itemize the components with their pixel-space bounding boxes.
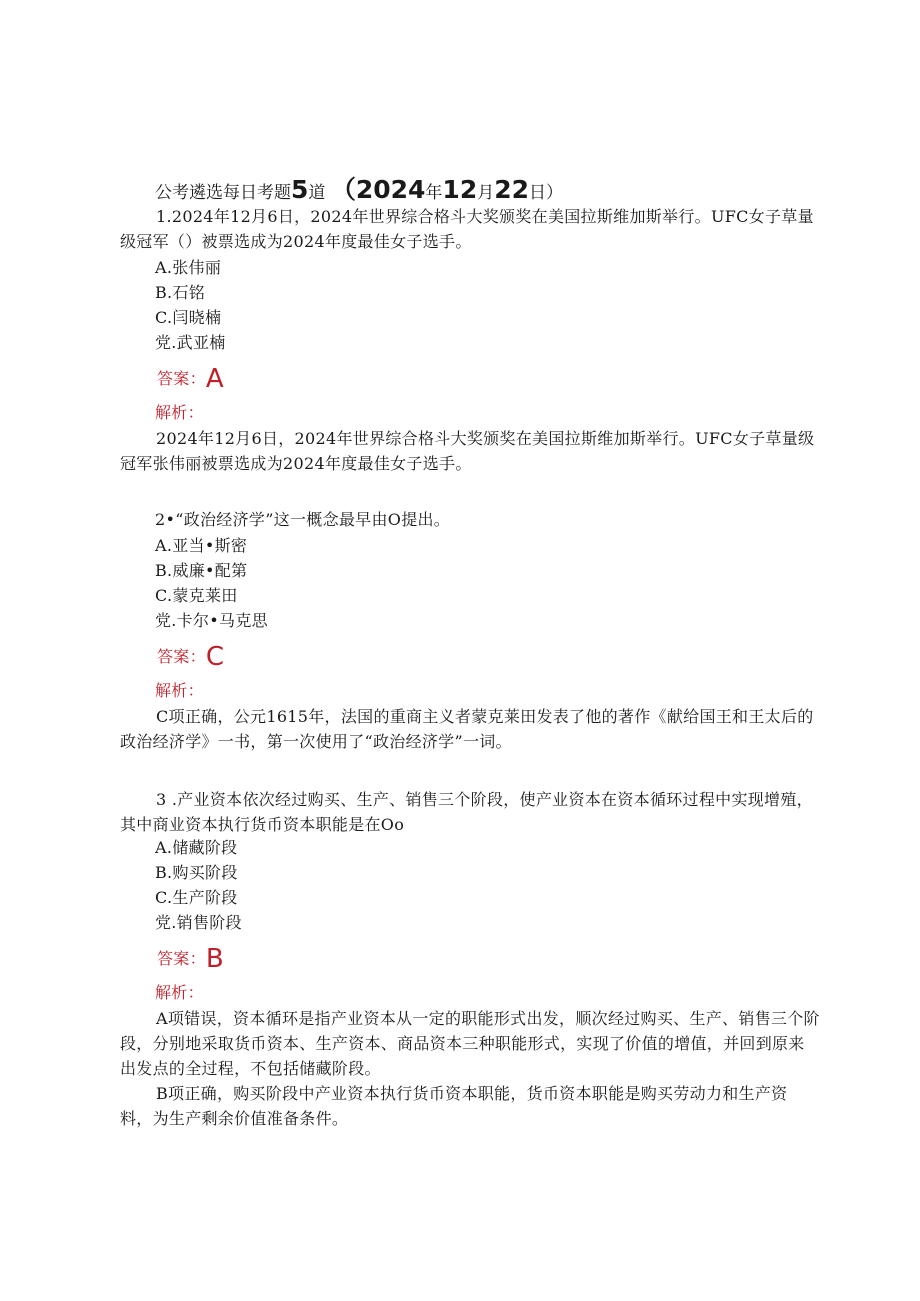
question-1-option-d: 党.武亚楠	[155, 333, 226, 352]
title-month: 12	[442, 175, 478, 204]
answer-label: 答案：	[157, 949, 206, 968]
answer-letter: C	[205, 642, 225, 672]
question-3-option-a: A.储藏阶段	[155, 838, 238, 857]
question-3-option-c: C.生产阶段	[155, 888, 238, 907]
question-3-answer	[157, 944, 225, 974]
answer-label: 答案：	[157, 647, 206, 666]
question-2-answer	[157, 642, 225, 672]
question-1-explain: 2024年12月6日，2024年世界综合格斗大奖颁奖在美国拉斯维加斯举行。UFC女子草量级冠军张伟丽被票选成为2024年度最佳女子选手。	[120, 429, 815, 473]
question-3-explain-label: 解析：	[155, 983, 204, 1002]
title-month-unit: 月	[477, 183, 495, 203]
question-2-explain: C项正确，公元1615年，法国的重商主义者蒙克莱田发表了他的著作《献给国王和王太后的政治经济学》一书，第一次使用了“政治经济学”一词。	[120, 707, 814, 751]
question-2-explain-label: 解析：	[155, 681, 204, 700]
title-day: 22	[494, 175, 530, 204]
question-3-stem: 3 .产业资本依次经过购买、生产、销售三个阶段，使产业资本在资本循环过程中实现增殖，其中商业资本执行货币资本职能是在Oo	[120, 790, 813, 834]
question-2-option-d: 党.卡尔•马克思	[155, 611, 268, 630]
answer-label: 答案：	[157, 369, 206, 388]
title-prefix: 公考遴选每日考题	[155, 183, 291, 203]
question-3-option-d: 党.销售阶段	[155, 913, 242, 932]
question-1-explain-label: 解析：	[155, 403, 204, 422]
page-title	[155, 170, 563, 206]
title-paren: （	[330, 175, 356, 204]
question-1-option-c: C.闫晓楠	[155, 308, 222, 327]
question-1-stem: 1.2024年12月6日，2024年世界综合格斗大奖颁奖在美国拉斯维加斯举行。UFC女子草量级冠军（）被票选成为2024年度最佳女子选手。	[120, 207, 814, 251]
question-2-option-b: B.威廉•配第	[155, 561, 248, 580]
question-3-option-b: B.购买阶段	[155, 863, 238, 882]
question-2-stem: 2•“政治经济学”这一概念最早由O提出。	[155, 510, 451, 529]
question-3-explain-1: A项错误，资本循环是指产业资本从一定的职能形式出发，顺次经过购买、生产、销售三个阶段，分别地采取货币资本、生产资本、商品资本三种职能形式，实现了价值的增值，并回到原来出发点的全过程，不包括储藏阶段。	[120, 1009, 820, 1078]
question-2-option-c: C.蒙克莱田	[155, 586, 238, 605]
answer-letter: A	[205, 364, 224, 394]
question-1-option-b: B.石铭	[155, 283, 206, 302]
answer-letter: B	[205, 944, 225, 974]
title-suffix: 道	[308, 183, 331, 203]
title-count: 5	[291, 175, 309, 204]
title-day-unit: 日）	[529, 183, 564, 203]
question-2-option-a: A.亚当•斯密	[155, 536, 248, 555]
title-year-unit: 年	[425, 183, 443, 203]
question-1-answer	[157, 364, 224, 394]
question-1-option-a: A.张伟丽	[155, 258, 222, 277]
title-year: 2024	[355, 175, 426, 204]
question-3-explain-2: B项正确，购买阶段中产业资本执行货币资本职能，货币资本职能是购买劳动力和生产资料，为生产剩余价值准备条件。	[120, 1084, 788, 1128]
